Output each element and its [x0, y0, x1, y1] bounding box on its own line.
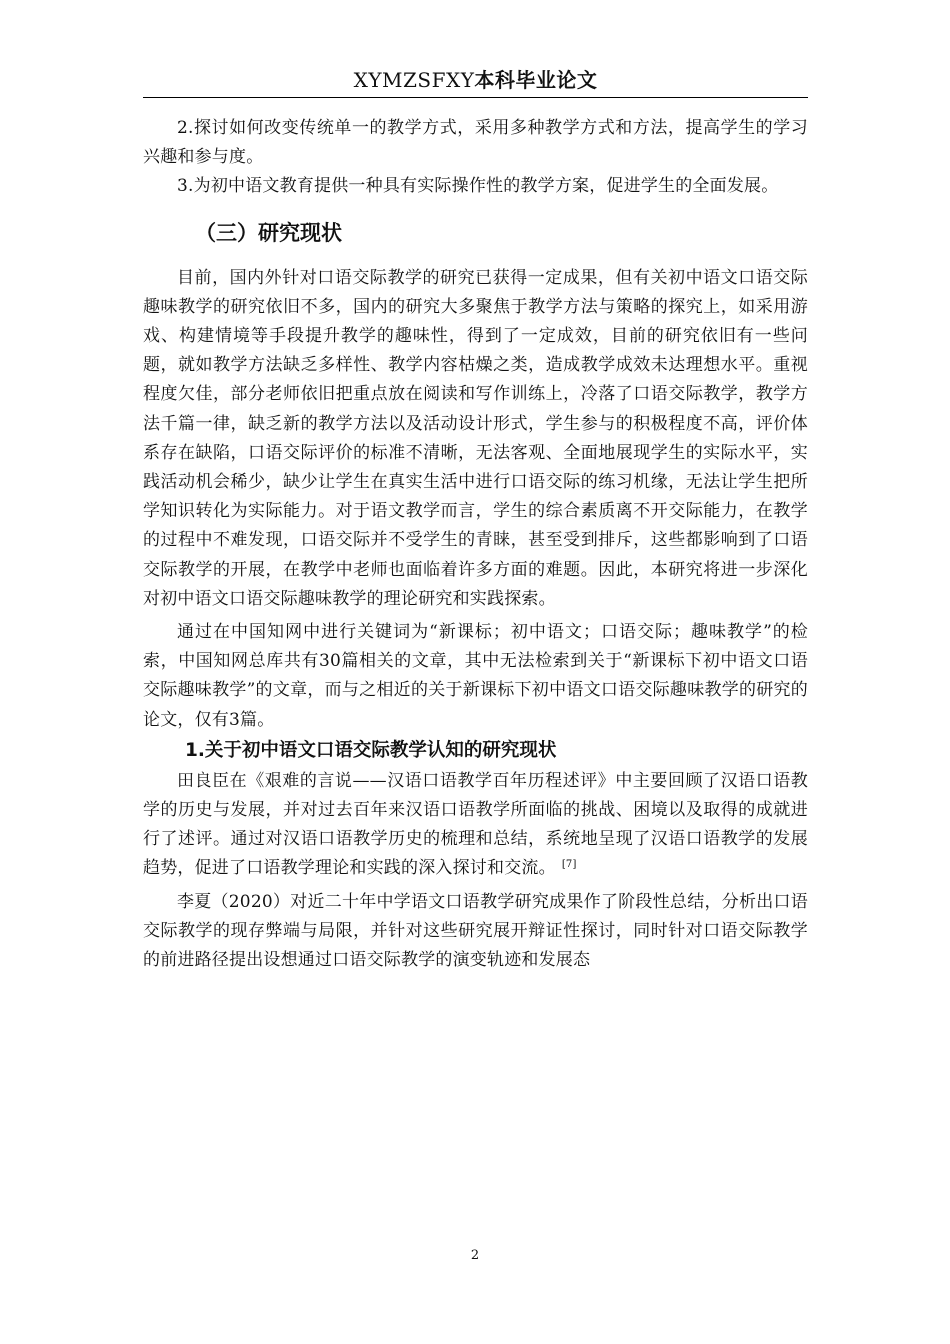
- paragraph-objective-3: 3.为初中语文教育提供一种具有实际操作性的教学方案，促进学生的全面发展。: [177, 176, 779, 197]
- header-label: 本科毕业论文: [474, 68, 598, 92]
- paragraph-tian: [143, 767, 808, 884]
- paragraph-tian-text: 田良臣在《艰难的言说——汉语口语教学百年历程述评》中主要回顾了汉语口语教学的历史与发展，并对过去百年来汉语口语教学所面临的挑战、困境以及取得的成就进行了述评。通过对汉语口语教学历史的梳理和总结，系统地呈现了汉语口语教学的发展趋势，促进了口语教学理论和实践的深入探讨和交流。: [143, 770, 808, 879]
- header-code: XYMZSFXY: [353, 68, 475, 92]
- body-text: [143, 114, 808, 975]
- paragraph-objective-2: 2.探讨如何改变传统单一的教学方式，采用多种教学方式和方法，提高学生的学习兴趣和参与度。: [143, 118, 808, 168]
- paragraph-li: 李夏（2020）对近二十年中学语文口语教学研究成果作了阶段性总结，分析出口语交际教学的现存弊端与局限，并针对这些研究展开辩证性探讨，同时针对口语交际教学的前进路径提出设想通过口语交际教学的演变轨迹和发展态: [143, 891, 808, 971]
- paragraph-cnki-search: 通过在中国知网中进行关键词为“新课标；初中语文；口语交际；趣味教学”的检索，中国知网总库共有30篇相关的文章，其中无法检索到关于“新课标下初中语文口语交际趣味教学”的文章，而与之相近的关于新课标下初中语文口语交际趣味教学的研究的论文，仅有3篇。: [143, 622, 808, 730]
- page-number: 2: [470, 1248, 480, 1263]
- page-header: [143, 66, 808, 94]
- paragraph-current-status: 目前，国内外针对口语交际教学的研究已获得一定成果，但有关初中语文口语交际趣味教学的研究依旧不多，国内的研究大多聚焦于教学方法与策略的探究上，如采用游戏、构建情境等手段提升教学的趣味性，得到了一定成效，目前的研究依旧有一些问题，就如教学方法缺乏多样性、教学内容枯燥之类，造成教学成效未达理想水平。重视程度欠佳，部分老师依旧把重点放在阅读和写作训练上，冷落了口语交际教学，教学方法千篇一律，缺乏新的教学方法以及活动设计形式，学生参与的积极程度不高，评价体系存在缺陷，口语交际评价的标准不清晰，无法客观、全面地展现学生的实际水平，实践活动机会稀少，缺少让学生在真实生活中进行口语交际的练习机缘，无法让学生把所学知识转化为实际能力。对于语文教学而言，学生的综合素质离不开交际能力，在教学的过程中不难发现，口语交际并不受学生的青睐，甚至受到排斥，这些都影响到了口语交际教学的开展，在教学中老师也面临着许多方面的难题。因此，本研究将进一步深化对初中语文口语交际趣味教学的理论研究和实践探索。: [143, 267, 808, 609]
- subsection-heading: 1.关于初中语文口语交际教学认知的研究现状: [185, 739, 557, 761]
- header-divider: [143, 97, 808, 98]
- citation-marker: [7]: [561, 858, 577, 870]
- section-heading: （三）研究现状: [195, 220, 342, 245]
